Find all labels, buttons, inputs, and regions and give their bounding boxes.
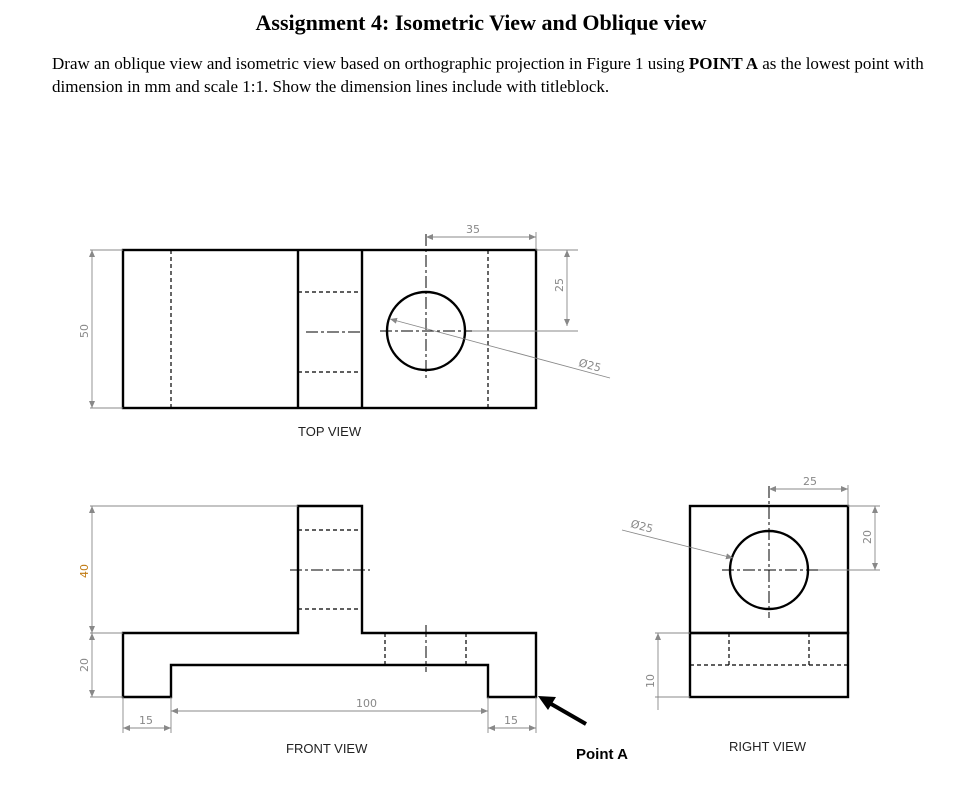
dim-20-label: 20	[78, 658, 91, 672]
top-view-outline	[123, 250, 536, 408]
instructions-part1: Draw an oblique view and isometric view based on orthographic projection in Figure 1 using	[52, 54, 689, 73]
dim-15l-label: 15	[139, 714, 153, 727]
front-view-label: FRONT VIEW	[286, 741, 368, 756]
dim-right-dia-leader	[622, 530, 733, 558]
dim-right-dia-label: Ø25	[629, 517, 655, 536]
front-view	[78, 506, 536, 756]
dim-r20-label: 20	[861, 530, 874, 544]
dim-35-label: 35	[466, 223, 480, 236]
front-view-outline	[123, 506, 536, 697]
instructions-part2: as the lowest point with dimension in mm and scale 1:1. Show the dimension lines include with titleblock.	[52, 54, 924, 96]
point-a-arrow-shaft	[546, 701, 586, 724]
right-view	[622, 475, 880, 754]
dim-50-label: 50	[78, 324, 91, 338]
assignment-title: Assignment 4: Isometric View and Oblique view	[255, 10, 707, 35]
dim-100-label: 100	[356, 697, 377, 710]
dim-40-label: 40	[78, 564, 91, 578]
dim-15r-label: 15	[504, 714, 518, 727]
point-a-label: Point A	[576, 746, 628, 763]
point-a-marker	[538, 696, 628, 763]
dim-r10-label: 10	[644, 674, 657, 688]
dim-25-label: 25	[553, 278, 566, 292]
dim-top-dia-label: Ø25	[577, 356, 603, 375]
instructions-point-a: POINT A	[688, 54, 759, 73]
right-view-label: RIGHT VIEW	[729, 739, 807, 754]
top-view-label: TOP VIEW	[298, 424, 362, 439]
dim-r25-label: 25	[803, 475, 817, 488]
top-view	[78, 223, 610, 439]
